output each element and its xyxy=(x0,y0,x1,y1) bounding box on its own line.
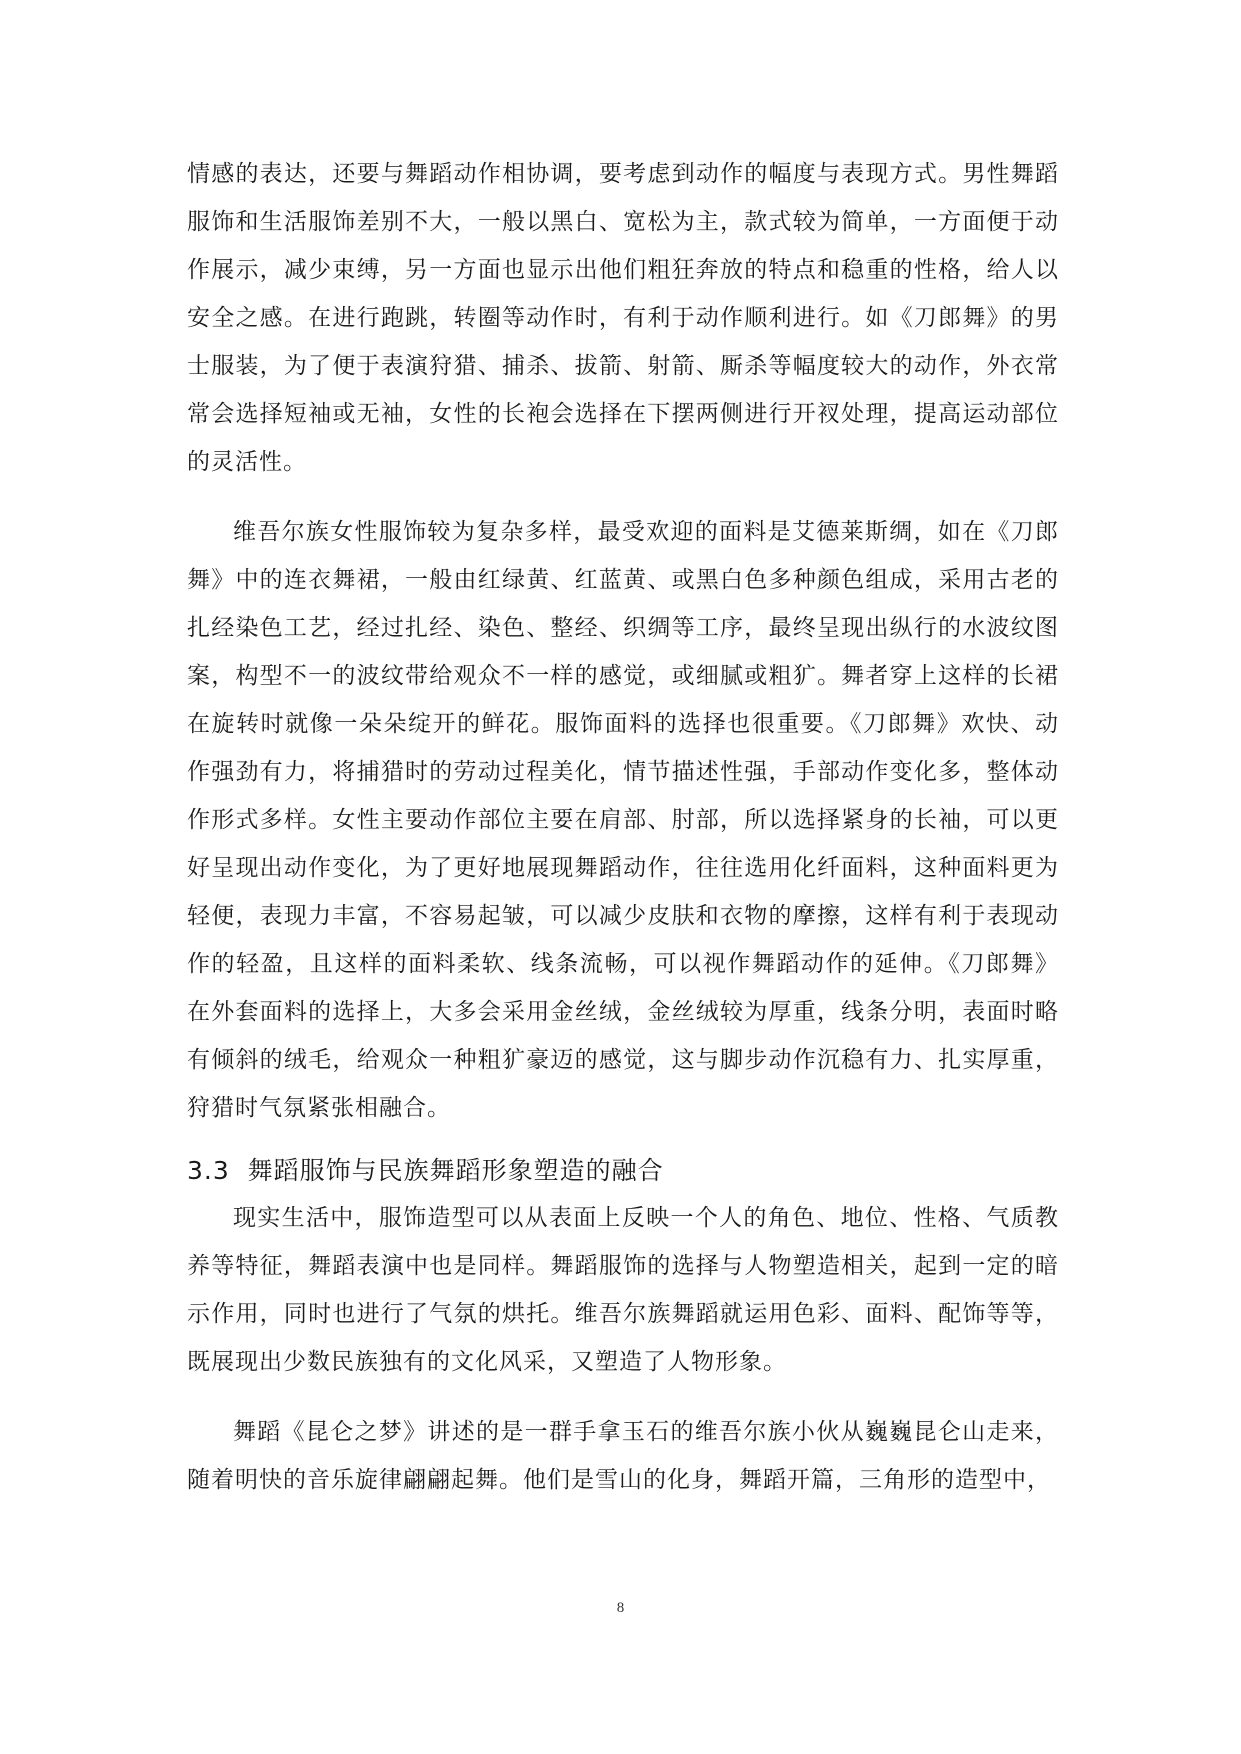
document-body xyxy=(187,150,1059,1504)
section-number: 3.3 xyxy=(187,1156,230,1185)
section-title: 舞蹈服饰与民族舞蹈形象塑造的融合 xyxy=(247,1156,664,1185)
paragraph-character-shaping: 现实生活中，服饰造型可以从表面上反映一个人的角色、地位、性格、气质教养等特征，舞蹈表演中也是同样。舞蹈服饰的选择与人物塑造相关，起到一定的暗示作用，同时也进行了气氛的烘托。维吾尔族舞蹈就运用色彩、面料、配饰等等，既展现出少数民族独有的文化风采，又塑造了人物形象。 xyxy=(187,1205,1059,1375)
paragraph-gap xyxy=(187,1132,1059,1148)
section-heading xyxy=(187,1148,1059,1194)
paragraph-gap xyxy=(187,486,1059,508)
paragraph-clothing-movement: 情感的表达，还要与舞蹈动作相协调，要考虑到动作的幅度与表现方式。男性舞蹈服饰和生活服饰差别不大，一般以黑白、宽松为主，款式较为简单，一方面便于动作展示，减少束缚，另一方面也显示出他们粗狂奔放的特点和稳重的性格，给人以安全之感。在进行跑跳，转圈等动作时，有利于动作顺利进行。如《刀郎舞》的男士服装，为了便于表演狩猎、捕杀、拔箭、射箭、厮杀等幅度较大的动作，外衣常常会选择短袖或无袖，女性的长袍会选择在下摆两侧进行开衩处理，提高运动部位的灵活性。 xyxy=(187,161,1059,475)
paragraph-kunlun-dream: 舞蹈《昆仑之梦》讲述的是一群手拿玉石的维吾尔族小伙从巍巍昆仑山走来，随着明快的音乐旋律翩翩起舞。他们是雪山的化身，舞蹈开篇，三角形的造型中， xyxy=(187,1419,1059,1493)
paragraph-female-costume: 维吾尔族女性服饰较为复杂多样，最受欢迎的面料是艾德莱斯绸，如在《刀郎舞》中的连衣舞裙，一般由红绿黄、红蓝黄、或黑白色多种颜色组成，采用古老的扎经染色工艺，经过扎经、染色、整经、织绸等工序，最终呈现出纵行的水波纹图案，构型不一的波纹带给观众不一样的感觉，或细腻或粗犷。舞者穿上这样的长裙在旋转时就像一朵朵绽开的鲜花。服饰面料的选择也很重要。《刀郎舞》欢快、动作强劲有力，将捕猎时的劳动过程美化，情节描述性强，手部动作变化多，整体动作形式多样。女性主要动作部位主要在肩部、肘部，所以选择紧身的长袖，可以更好呈现出动作变化，为了更好地展现舞蹈动作，往往选用化纤面料，这种面料更为轻便，表现力丰富，不容易起皱，可以减少皮肤和衣物的摩擦，这样有利于表现动作的轻盈，且这样的面料柔软、线条流畅，可以视作舞蹈动作的延伸。《刀郎舞》在外套面料的选择上，大多会采用金丝绒，金丝绒较为厚重，线条分明，表面时略有倾斜的绒毛，给观众一种粗犷豪迈的感觉，这与脚步动作沉稳有力、扎实厚重，狩猎时气氛紧张相融合。 xyxy=(187,519,1059,1121)
page-number: 8 xyxy=(616,1600,625,1616)
paragraph-gap xyxy=(187,1386,1059,1408)
